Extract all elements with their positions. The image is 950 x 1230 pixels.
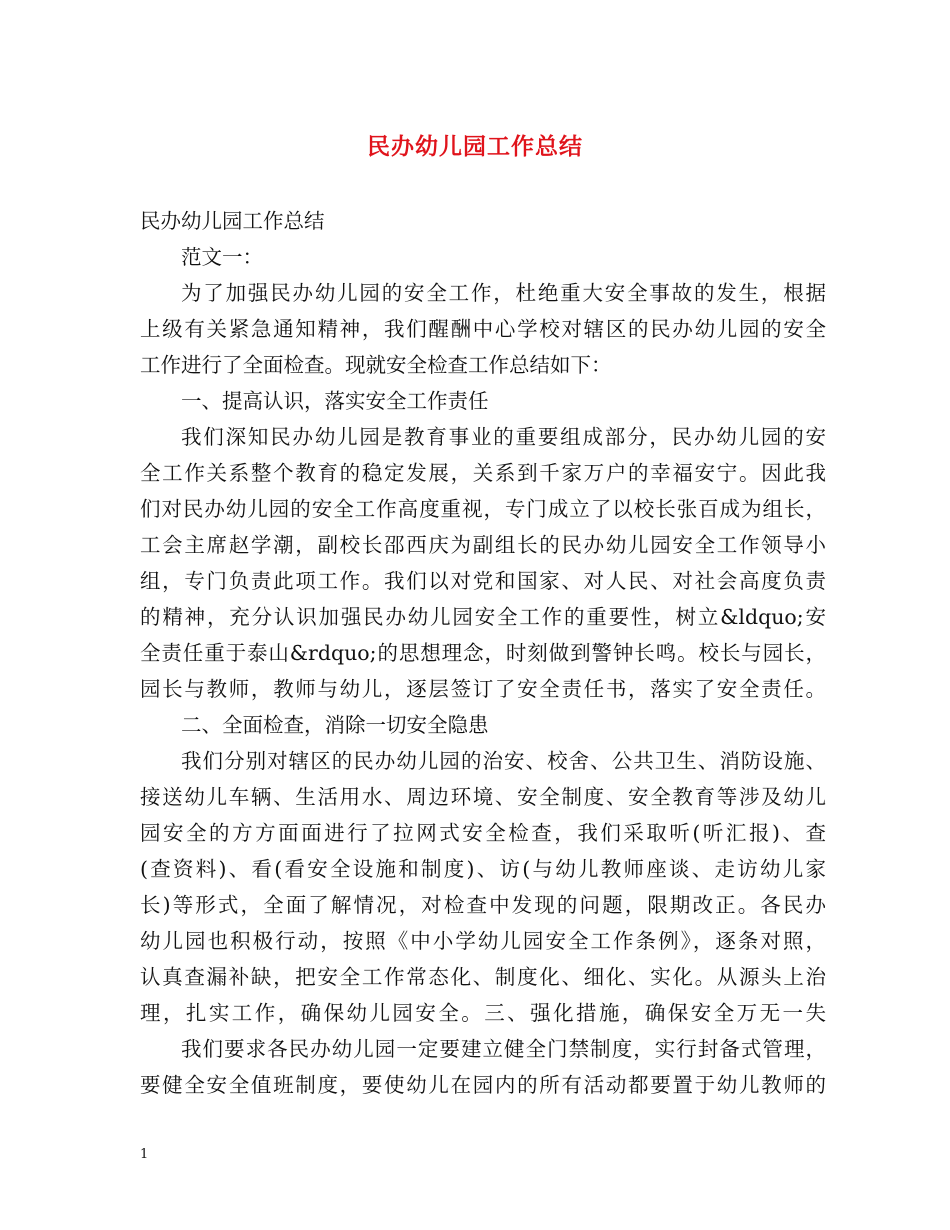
body-line: 园安全的方方面面进行了拉网式安全检查，我们采取听(听汇报)、查 — [140, 821, 826, 845]
body-line: 园长与教师，教师与幼儿，逐层签订了安全责任书，落实了安全责任。 — [140, 677, 826, 701]
body-line: 全责任重于泰山&rdquo;的思想理念，时刻做到警钟长鸣。校长与园长， — [140, 641, 826, 665]
section-heading: 一、提高认识，落实安全工作责任 — [181, 389, 489, 413]
page-number: 1 — [140, 1147, 149, 1162]
body-line: (查资料)、看(看安全设施和制度)、访(与幼儿教师座谈、走访幼儿家 — [140, 857, 826, 881]
body-line: 全工作关系整个教育的稳定发展，关系到千家万户的幸福安宁。因此我 — [140, 461, 826, 485]
body-line: 理，扎实工作，确保幼儿园安全。三、强化措施，确保安全万无一失 — [140, 1001, 826, 1025]
body-line: 为了加强民办幼儿园的安全工作，杜绝重大安全事故的发生，根据 — [181, 281, 826, 305]
body-line: 上级有关紧急通知精神，我们醒酬中心学校对辖区的民办幼儿园的安全 — [140, 317, 826, 341]
body-line: 接送幼儿车辆、生活用水、周边环境、安全制度、安全教育等涉及幼儿 — [140, 785, 826, 809]
body-line: 工作进行了全面检查。现就安全检查工作总结如下： — [140, 353, 612, 377]
body-line: 长)等形式，全面了解情况，对检查中发现的问题，限期改正。各民办 — [140, 893, 826, 917]
body-line: 我们深知民办幼儿园是教育事业的重要组成部分，民办幼儿园的安 — [181, 425, 826, 449]
body-line: 组，专门负责此项工作。我们以对党和国家、对人民、对社会高度负责 — [140, 569, 826, 593]
body-line: 范文一： — [181, 245, 263, 269]
body-line: 认真查漏补缺，把安全工作常态化、制度化、细化、实化。从源头上治 — [140, 965, 826, 989]
body-line: 要健全安全值班制度，要使幼儿在园内的所有活动都要置于幼儿教师的 — [140, 1073, 826, 1097]
document-body — [140, 203, 826, 1103]
body-line: 幼儿园也积极行动，按照《中小学幼儿园安全工作条例》，逐条对照， — [140, 929, 826, 953]
document-title: 民办幼儿园工作总结 — [367, 133, 583, 160]
body-line: 我们要求各民办幼儿园一定要建立健全门禁制度，实行封备式管理， — [181, 1037, 826, 1061]
body-line: 民办幼儿园工作总结 — [140, 209, 325, 233]
section-heading: 二、全面检查，消除一切安全隐患 — [181, 713, 489, 737]
body-line: 我们分别对辖区的民办幼儿园的治安、校舍、公共卫生、消防设施、 — [181, 749, 826, 773]
body-line: 的精神，充分认识加强民办幼儿园安全工作的重要性，树立&ldquo;安 — [140, 605, 826, 629]
body-line: 工会主席赵学潮，副校长邵西庆为副组长的民办幼儿园安全工作领导小 — [140, 533, 826, 557]
body-line: 们对民办幼儿园的安全工作高度重视，专门成立了以校长张百成为组长， — [140, 497, 826, 521]
